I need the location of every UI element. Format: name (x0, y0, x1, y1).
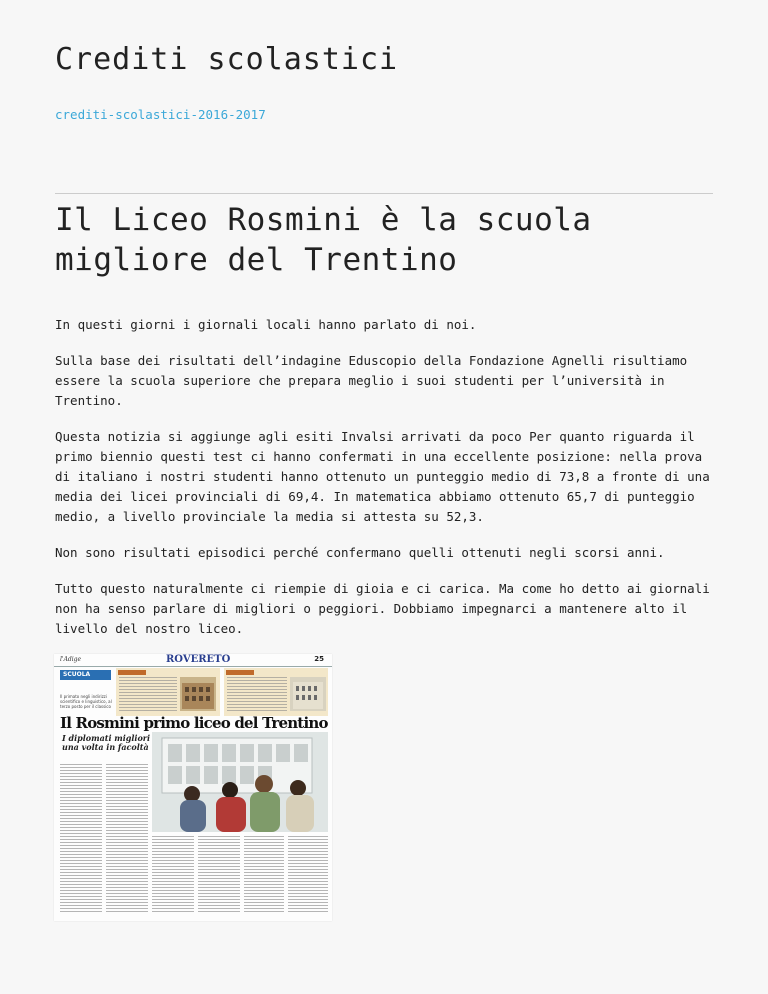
newspaper-sidebar-box (224, 668, 328, 716)
site-title[interactable]: Crediti scolastici (55, 42, 399, 77)
article (55, 200, 715, 655)
newspaper-logo: l'Adige (60, 656, 82, 663)
page-header (55, 40, 715, 122)
newspaper-kicker: Il primato negli indirizzi scientifico e linguistico, al terzo posto per il classico (60, 694, 112, 709)
paragraph: Questa notizia si aggiunge agli esiti Invalsi arrivati da poco Per quanto riguarda il primo biennio questi test ci hanno confermati in una eccellente posizione: nella prova di italiano i nostri studenti hanno ottenuto un punteggio medio di 73,8 a fronte di una media dei licei provinciali di 69,4. In matematica abbiamo ottenuto 65,7 di punteggio medio, a livello provinciale la media si attesta su 52,3. (55, 429, 710, 524)
newspaper-column (106, 764, 148, 914)
paragraph: Non sono risultati episodici perché confermano quelli ottenuti negli scorsi anni. (55, 545, 665, 560)
article-title: Il Liceo Rosmini è la scuola migliore del Trentino (55, 202, 592, 278)
paragraph: Tutto questo naturalmente ci riempie di gioia e ci carica. Ma come ho detto ai giornali non ha senso parlare di migliori o peggiori. Dobbiamo impegnarci a mantenere alto il livello del nostro liceo. (55, 581, 710, 636)
newspaper-page-number: 25 (314, 655, 324, 663)
students-photo (152, 732, 328, 832)
newspaper-column (244, 836, 284, 914)
newspaper-header (54, 654, 332, 667)
newspaper-headline: Il Rosmini primo liceo del Trentino (60, 714, 328, 732)
newspaper-sidebar-box (116, 668, 220, 716)
building-photo-icon (290, 677, 326, 711)
paragraph: In questi giorni i giornali locali hanno parlato di noi. (55, 317, 477, 332)
newspaper-column (198, 836, 240, 914)
building-photo-icon (180, 677, 216, 711)
newspaper-clipping-image[interactable] (54, 654, 332, 921)
box-label-bar (226, 670, 254, 675)
box-label-bar (118, 670, 146, 675)
article-body (55, 315, 715, 639)
newspaper-section: ROVERETO (166, 654, 231, 665)
box-text (227, 677, 287, 713)
divider (55, 193, 713, 194)
newspaper-section-tag: SCUOLA (60, 670, 111, 680)
category-link[interactable]: crediti-scolastici-2016-2017 (55, 107, 266, 122)
newspaper-subheadline: I diplomati migliori una volta in facoltà (62, 733, 151, 752)
newspaper-column (152, 836, 194, 914)
newspaper-column (60, 764, 102, 914)
paragraph: Sulla base dei risultati dell’indagine Eduscopio della Fondazione Agnelli risultiamo essere la scuola superiore che prepara meglio i suoi studenti per l’università in Trentino. (55, 353, 688, 408)
newspaper-column (288, 836, 328, 914)
box-text (119, 677, 177, 713)
students-photo-illustration (152, 732, 328, 832)
